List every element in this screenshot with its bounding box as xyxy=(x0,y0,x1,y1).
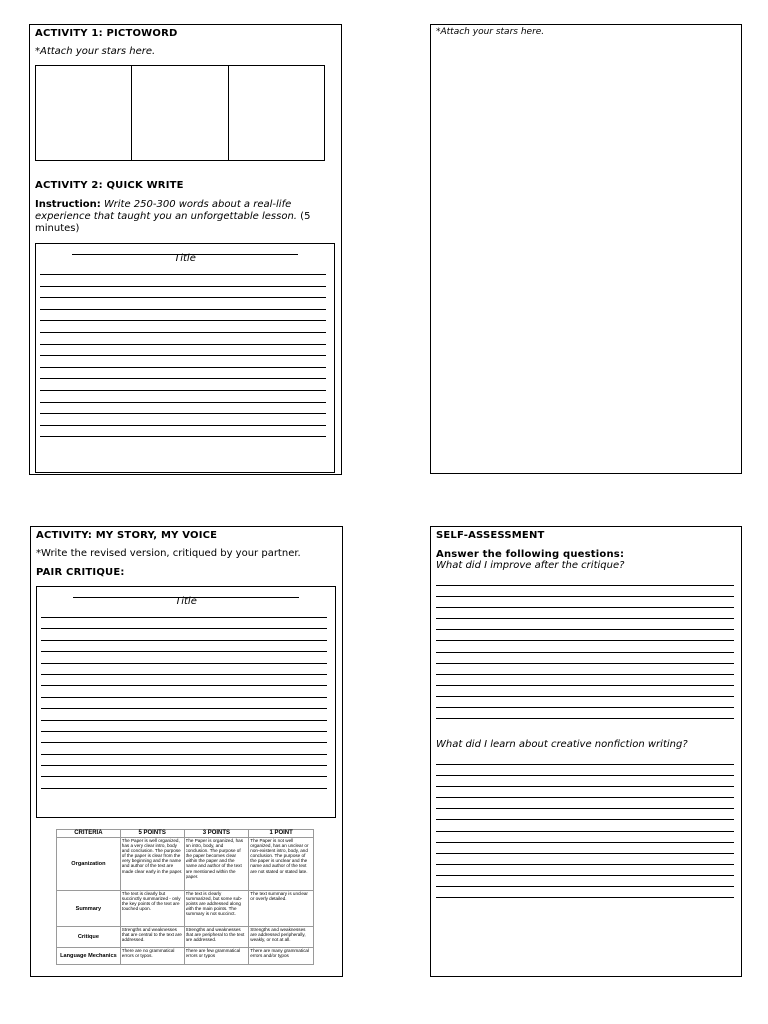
rubric-descriptor: The text summary is unclear or overly detailed. xyxy=(250,891,308,902)
instruction-time: (5 xyxy=(296,211,311,222)
rubric-criterion: Summary xyxy=(57,891,121,927)
instruction-label: Instruction: xyxy=(35,199,101,210)
rubric-header: CRITERIA xyxy=(57,830,121,838)
writing-line[interactable] xyxy=(40,378,326,379)
star-box[interactable] xyxy=(229,66,324,160)
rubric-cell xyxy=(120,891,184,927)
writing-line[interactable] xyxy=(436,864,734,865)
title-label: Title xyxy=(174,253,196,264)
activity-2-instruction-line-3: minutes) xyxy=(35,223,80,234)
writing-line[interactable] xyxy=(436,629,734,630)
writing-line[interactable] xyxy=(40,402,326,403)
writing-line[interactable] xyxy=(40,332,326,333)
writing-line[interactable] xyxy=(436,640,734,641)
writing-line[interactable] xyxy=(436,853,734,854)
writing-line[interactable] xyxy=(436,618,734,619)
writing-line[interactable] xyxy=(41,663,327,664)
writing-line[interactable] xyxy=(40,297,326,298)
rubric-cell xyxy=(184,927,249,948)
rubric-row xyxy=(57,838,314,891)
rubric-cell xyxy=(249,948,314,965)
writing-line[interactable] xyxy=(40,344,326,345)
rubric-cell xyxy=(184,891,249,927)
rubric-descriptor: The Paper is well organized, has a very clear intro, body and conclusion. The purpose of the paper is clear from the very beginning and the name and author of the text are made clear early in the paper. xyxy=(121,838,183,874)
rubric-descriptor: The Paper is not well organized, has an unclear or non-existent intro, body, and conclusion. The purpose of the paper is unclear and the name and author of the text are not stated or stated late. xyxy=(250,838,309,874)
rubric-row xyxy=(57,927,314,948)
writing-line[interactable] xyxy=(40,367,326,368)
stars-panel xyxy=(430,24,742,474)
rubric-descriptor: The Paper is organized, has an intro, body, and conclusion. The purpose of the paper becomes clear within the paper and the name and author of the text are mentioned within the paper. xyxy=(185,838,243,879)
rubric-descriptor: The text is clearly summarized, but some sub-points are addressed along with the main points. The summary is not succinct. xyxy=(185,891,243,917)
pair-critique-heading: PAIR CRITIQUE: xyxy=(36,567,125,578)
activity-2-instruction-line-2 xyxy=(35,211,310,222)
rubric-criterion: Language Mechanics xyxy=(57,948,121,965)
rubric-cell xyxy=(249,927,314,948)
writing-line[interactable] xyxy=(436,674,734,675)
writing-line[interactable] xyxy=(40,309,326,310)
writing-line[interactable] xyxy=(436,775,734,776)
writing-lines[interactable] xyxy=(40,274,326,437)
star-box[interactable] xyxy=(132,66,228,160)
my-story-instruction: *Write the revised version, critiqued by your partner. xyxy=(36,548,301,559)
self-assessment-subheading: Answer the following questions: xyxy=(436,549,625,560)
rubric-header-row xyxy=(57,830,314,838)
instruction-text: experience that taught you an unforgettable lesson. xyxy=(35,211,297,222)
rubric-cell xyxy=(184,948,249,965)
quick-write-box[interactable] xyxy=(35,243,335,473)
writing-line[interactable] xyxy=(40,425,326,426)
writing-line[interactable] xyxy=(41,720,327,721)
writing-line[interactable] xyxy=(436,831,734,832)
answer-1-lines[interactable] xyxy=(436,585,734,719)
writing-line[interactable] xyxy=(40,286,326,287)
writing-line[interactable] xyxy=(40,320,326,321)
rubric-header: 3 POINTS xyxy=(184,830,249,838)
self-assessment-heading: SELF-ASSESSMENT xyxy=(436,530,545,541)
writing-line[interactable] xyxy=(436,819,734,820)
rubric-descriptor: Strengths and weaknesses are addressed peripherally, weakly, or not at all. xyxy=(250,927,306,943)
rubric-descriptor: There are no grammatical errors or typos. xyxy=(121,948,175,959)
writing-line[interactable] xyxy=(41,674,327,675)
rubric-cell xyxy=(249,838,314,891)
self-assessment-panel xyxy=(430,526,742,977)
rubric-cell xyxy=(120,927,184,948)
activity-2-heading: ACTIVITY 2: QUICK WRITE xyxy=(35,180,184,191)
writing-line[interactable] xyxy=(41,651,327,652)
writing-line[interactable] xyxy=(436,718,734,719)
writing-line[interactable] xyxy=(41,765,327,766)
writing-line[interactable] xyxy=(41,788,327,789)
writing-line[interactable] xyxy=(41,685,327,686)
writing-line[interactable] xyxy=(436,596,734,597)
writing-line[interactable] xyxy=(436,607,734,608)
writing-line[interactable] xyxy=(436,585,734,586)
rubric-cell xyxy=(184,838,249,891)
my-story-heading: ACTIVITY: MY STORY, MY VOICE xyxy=(36,530,218,541)
stars-instruction: *Attach your stars here. xyxy=(436,27,545,37)
writing-line[interactable] xyxy=(40,274,326,275)
writing-line[interactable] xyxy=(41,754,327,755)
star-attach-boxes[interactable] xyxy=(35,65,325,161)
writing-line[interactable] xyxy=(436,696,734,697)
writing-line[interactable] xyxy=(436,707,734,708)
activity-1-instruction: *Attach your stars here. xyxy=(35,46,156,57)
writing-line[interactable] xyxy=(41,708,327,709)
question-1: What did I improve after the critique? xyxy=(436,560,625,571)
writing-line[interactable] xyxy=(40,390,326,391)
writing-line[interactable] xyxy=(41,617,327,618)
question-2: What did I learn about creative nonfiction writing? xyxy=(436,739,688,750)
rubric-descriptor: The text is clearly but succinctly summarized - only the key points of the text are touched upon. xyxy=(121,891,181,912)
rubric-cell xyxy=(120,948,184,965)
rubric-row xyxy=(57,891,314,927)
writing-line[interactable] xyxy=(41,731,327,732)
rubric-row xyxy=(57,948,314,965)
writing-line[interactable] xyxy=(436,897,734,898)
writing-line[interactable] xyxy=(40,436,326,437)
writing-line[interactable] xyxy=(41,742,327,743)
writing-line[interactable] xyxy=(436,875,734,876)
activity-1-heading: ACTIVITY 1: PICTOWORD xyxy=(35,28,178,39)
writing-lines[interactable] xyxy=(41,617,327,789)
writing-line[interactable] xyxy=(40,413,326,414)
writing-line[interactable] xyxy=(436,786,734,787)
rubric-cell xyxy=(249,891,314,927)
activity-1-panel xyxy=(29,24,342,475)
rubric-table xyxy=(56,829,314,965)
writing-line[interactable] xyxy=(436,663,734,664)
revised-write-box[interactable] xyxy=(36,586,336,818)
rubric-descriptor: Strengths and weaknesses that are peripheral to the text are addressed. xyxy=(185,927,245,943)
writing-line[interactable] xyxy=(40,355,326,356)
writing-line[interactable] xyxy=(41,640,327,641)
writing-line[interactable] xyxy=(436,797,734,798)
rubric-header: 5 POINTS xyxy=(120,830,184,838)
activity-2-instruction-line-1 xyxy=(35,199,291,210)
rubric-descriptor: Strengths and weaknesses that are central to the text are addressed. xyxy=(121,927,182,943)
writing-line[interactable] xyxy=(436,886,734,887)
rubric-header: 1 POINT xyxy=(249,830,314,838)
rubric-descriptor: There are few grammatical errors or typos xyxy=(185,948,241,959)
rubric-descriptor: There are many grammatical errors and/or typos xyxy=(250,948,309,959)
rubric-criterion: Organization xyxy=(57,838,121,891)
star-box[interactable] xyxy=(36,66,132,160)
rubric-cell xyxy=(120,838,184,891)
writing-line[interactable] xyxy=(436,808,734,809)
writing-line[interactable] xyxy=(436,842,734,843)
instruction-text: Write 250-300 words about a real-life xyxy=(103,199,292,210)
writing-line[interactable] xyxy=(436,685,734,686)
writing-line[interactable] xyxy=(41,628,327,629)
writing-line[interactable] xyxy=(41,697,327,698)
my-story-panel xyxy=(30,526,343,977)
writing-line[interactable] xyxy=(436,652,734,653)
answer-2-lines[interactable] xyxy=(436,764,734,898)
writing-line[interactable] xyxy=(436,764,734,765)
rubric-criterion: Critique xyxy=(57,927,121,948)
title-label: Title xyxy=(175,596,197,607)
writing-line[interactable] xyxy=(41,776,327,777)
